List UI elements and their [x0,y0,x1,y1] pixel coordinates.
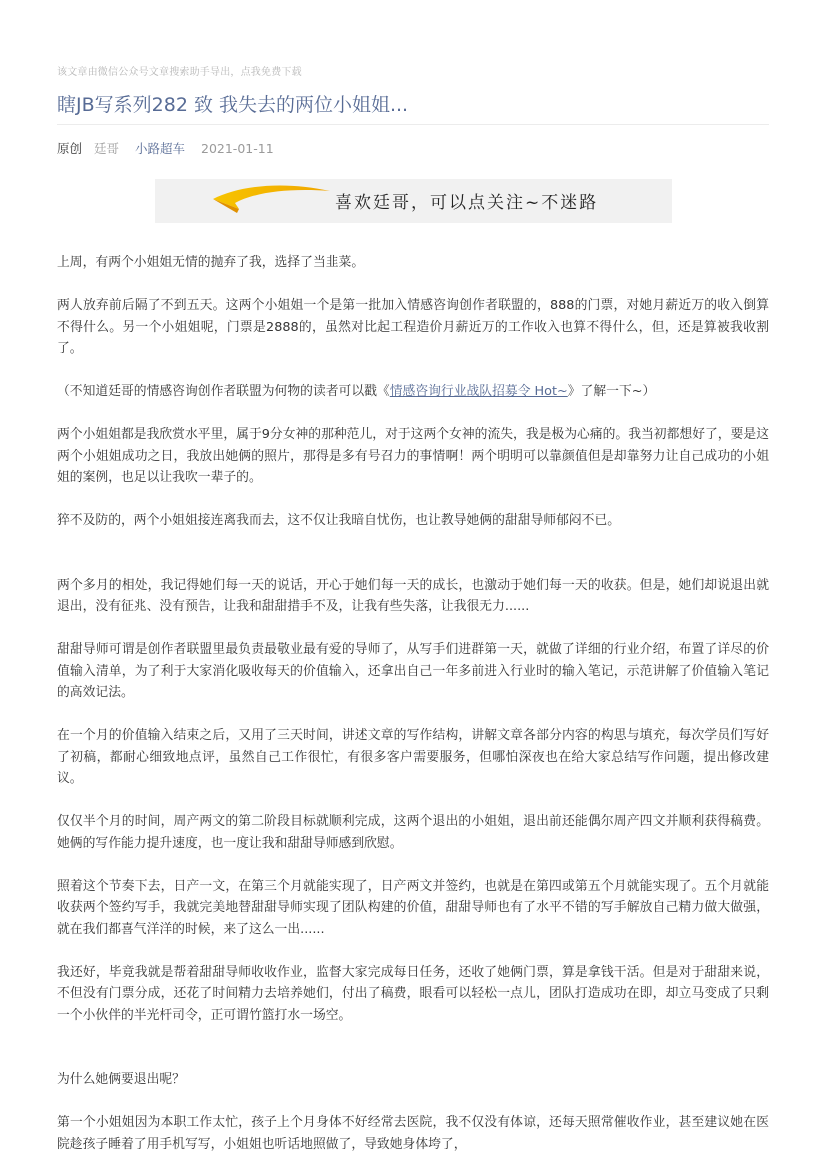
author-name: 廷哥 [94,141,120,156]
title-divider [57,124,769,125]
paragraph: 仅仅半个月的时间，周产两文的第二阶段目标就顺利完成，这两个退出的小姐姐，退出前还能偶尔周产四文并顺利获得稿费。她俩的写作能力提升速度，也一度让我和甜甜导师感到欣慰。 [57,814,769,851]
paragraph: 我还好，毕竟我就是帮着甜甜导师收收作业，监督大家完成每日任务，还收了她俩门票，算是拿钱干活。但是对于甜甜来说，不但没有门票分成，还花了时间精力去培养她们，付出了稿费，眼看可以轻松一点儿，团队打造成功在即，却立马变成了只剩一个小伙伴的半光杆司令，正可谓竹篮打水一场空。 [57,964,769,1023]
paragraph: 两个小姐姐都是我欣赏水平里，属于9分女神的那种范儿，对于这两个女神的流失，我是极为心痛的。我当初都想好了，要是这两个小姐姐成功之日，我放出她俩的照片，那得是多有号召力的事情啊！两个明明可以靠颜值但是却靠努力让自己成功的小姐姐的案例，也足以让我吹一辈子的。 [57,427,769,485]
paragraph: 上周，有两个小姐姐无情的抛弃了我，选择了当韭菜。 [57,255,365,270]
paragraph: 第一个小姐姐因为本职工作太忙，孩子上个月身体不好经常去医院，我不仅没有体谅，还每天照常催收作业，甚至建议她在医院趁孩子睡着了用手机写写，小姐姐也听话地照做了，导致她身体垮了， [57,1115,769,1152]
note-suffix: 》了解一下~） [567,384,656,399]
export-watermark[interactable]: 该文章由微信公众号文章搜索助手导出，点我免费下载 [57,67,302,78]
paragraph: 照着这个节奏下去，日产一文，在第三个月就能实现了，日产两文并签约，也就是在第四或第五个月就能实现了。五个月就能收获两个签约写手，我就完美地替甜甜导师实现了团队构建的价值，甜甜导师也有了水平不错的写手解放自己精力做大做强，就在我们都喜气洋洋的时候，来了这么一出...... [57,878,769,937]
paragraph: 甜甜导师可谓是创作者联盟里最负责最敬业最有爱的导师了，从写手们进群第一天，就做了详细的行业介绍，布置了详尽的价值输入清单，为了利于大家消化吸收每天的价值输入，还拿出自己一年多前进入行业时的输入笔记，示范讲解了价值输入笔记的高效记法。 [57,642,769,700]
recruit-article-link[interactable]: 情感咨询行业战队招募令 Hot~ [389,384,568,399]
arrow-icon [155,179,335,223]
account-name-link[interactable]: 小路超车 [135,141,186,156]
article-body [57,252,769,1155]
original-label: 原创 [57,141,83,156]
paragraph: 在一个月的价值输入结束之后，又用了三天时间，讲述文章的写作结构，讲解文章各部分内容的构思与填充，每次学员们写好了初稿，都耐心细致地点评，虽然自己工作很忙，有很多客户需要服务，但哪怕深夜也在给大家总结写作问题，提出修改建议。 [57,728,769,786]
note-prefix: （不知道廷哥的情感咨询创作者联盟为何物的读者可以戳《 [57,384,390,399]
publish-date: 2021-01-11 [201,141,274,156]
article-meta [57,140,274,158]
promo-note [57,381,769,403]
banner-text: 喜欢廷哥，可以点关注~不迷路 [335,193,599,213]
paragraph-question: 为什么她俩要退出呢？ [57,1072,185,1087]
paragraph: 两人放弃前后隔了不到五天。这两个小姐姐一个是第一批加入情感咨询创作者联盟的，888的门票，对她月薪近万的收入倒算不得什么。另一个小姐姐呢，门票是2888的，虽然对比起工程造价月薪近万的工作收入也算不得什么，但，还是算被我收割了。 [57,298,769,356]
follow-banner-image [155,179,672,223]
paragraph: 两个多月的相处，我记得她们每一天的说话，开心于她们每一天的成长，也激动于她们每一天的收获。但是，她们却说退出就退出，没有征兆、没有预告，让我和甜甜措手不及，让我有些失落，让我很无力...... [57,577,769,614]
paragraph: 猝不及防的，两个小姐姐接连离我而去，这不仅让我暗自忧伤，也让教导她俩的甜甜导师郁闷不已。 [57,513,621,528]
article-title: 瞎JB写系列282 致 我失去的两位小姐姐... [57,94,409,116]
